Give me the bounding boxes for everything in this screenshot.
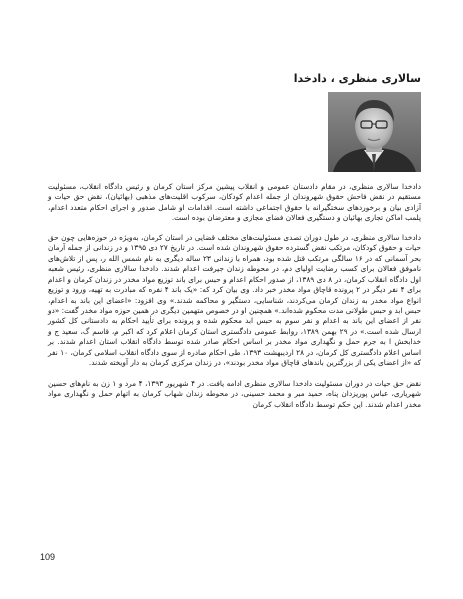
paragraph-details: دادخدا سالاری منظری، در طول دوران تصدی مسئولیت‌های مختلف قضایی در استان کرمان، به‌ویژه در حوزه‌هایی چون حق حیات و حقوق کودکان، مرتکب نقض گسترده حقوق شهروندان شده است. در تاریخ ۲۷ دی ۱۳۹۵ و در زندانی از جمله آرمان بحر آسمانی که در ۱۶ سالگی مرتکب قتل شده بود، همراه با زندانی ۲۳ ساله دیگری به نام شمس الله ر، پس از تلاش‌های ناموفق فعالان برای کسب رضایت اولیای دم، در محوطه زندان جیرفت اعدام شدند. دادخدا سالاری منظری، رئیس شعبه اول دادگاه انقلاب کرمان، در ۸ دی ۱۳۸۹، از صدور احکام اعدام و حبس برای باند توزیع مواد مخدر در زندان کرمان و اعدام برای ۴ نفر دیگر در ۲ پرونده قاچاق مواد مخدر خبر داد. وی بیان کرد که: «یک باند ۴ نفره که مبادرت به تهیه، ورود و توزیع انواع مواد مخدر به زندان کرمان می‌کردند، شناسایی، دستگیر و محاکمه شدند.» وی افزود: «اعضای این باند به اعدام، حبس ابد و حبس طولانی مدت محکوم شده‌اند.» همچنین او در خصوص متهمین دیگری در همین حوزه مواد مخدر گفت: «دو نفر از اعضای این باند به اعدام و نفر سوم به حبس ابد محکوم شده و پرونده برای تأیید احکام به دادستانی کل کشور ارسال شده است.» در ۲۹ بهمن ۱۳۸۹، روابط عمومی دادگستری استان کرمان اعلام کرد که اکبر م، قاسم گ، سعید ج و خدابخش ا به جرم حمل و نگهداری مواد مخدر بر اساس احکام صادر شده توسط دادگاه انقلاب استان اعدام شدند. بر اساس اعلام دادگستری کل کرمان، در ۲۸ اردیبهشت ۱۳۹۳، طی احکام صادره از سوی دادگاه انقلاب اسلامی کرمان، ۱۰ نفر که «از اعضای یکی از بزرگترین باندهای قاچاق مواد مخدر بودند»، در زندان مرکزی کرمان به دار آویخته شدند. (48, 232, 422, 368)
page-number: 109 (40, 552, 56, 562)
body-text (48, 182, 421, 419)
portrait-photo (328, 92, 421, 172)
profile-title: سالاری منظری ، دادخدا (293, 72, 421, 85)
paragraph-continuation: نقض حق حیات در دوران مسئولیت دادخدا سالاری منظری ادامه یافت. در ۴ شهریور ۱۳۹۳، ۴ مرد و ۱ زن به نام‌های حسین شهریاری، عباس پوریزدان پناه، حمید مبر و محمد حسینی، در محوطه زندان شهاب کرمان به اتهام حمل و نگهداری مواد مخدر اعدام شدند. این حکم توسط دادگاه انقلاب کرمان (48, 378, 421, 409)
paragraph-summary: دادخدا سالاری منظری، در مقام دادستان عمومی و انقلاب پیشین مرکز استان کرمان و رئیس دادگاه انقلاب، مسئولیت مستقیم در نقض فاحش حقوق شهروندان از جمله اعدام کودکان، سرکوب اقلیت‌های مذهبی (بهائیان)، نقض حق حیات و آزادی بیان و برخوردهای سختگیرانه با حقوق اجتماعی داشته است. اقدامات او شامل صدور و اجرای احکام متعدد اعدام، پلمب اماکن تجاری بهائیان و دستگیری فعالان فضای مجازی و معترضان بوده است. (48, 182, 421, 223)
